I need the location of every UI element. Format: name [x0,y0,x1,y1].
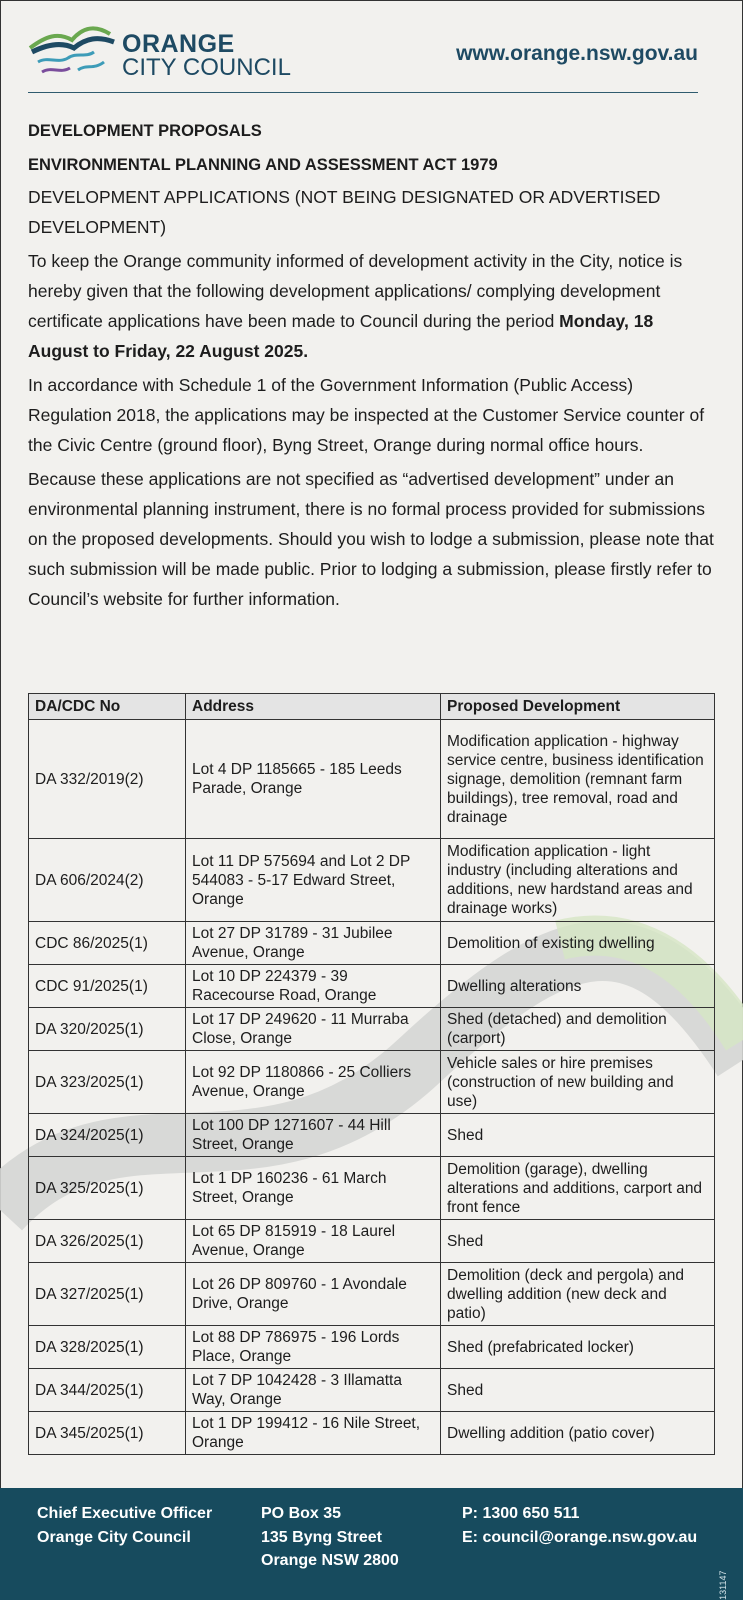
cell-development: Shed (prefabricated locker) [441,1326,715,1369]
cell-development: Shed [441,1220,715,1263]
notice-period: Monday, 18 August to Friday, 22 August 2025. [28,311,654,361]
cell-number: DA 345/2025(1) [29,1412,186,1455]
cell-number: DA 332/2019(2) [29,720,186,839]
cell-address: Lot 1 DP 160236 - 61 March Street, Orange [186,1157,441,1220]
cell-address: Lot 100 DP 1271607 - 44 Hill Street, Orange [186,1114,441,1157]
cell-development: Demolition (garage), dwelling alterations and additions, carport and front fence [441,1157,715,1220]
cell-address: Lot 92 DP 1180866 - 25 Colliers Avenue, Orange [186,1051,441,1114]
table-row [29,1114,715,1157]
table-row [29,965,715,1008]
footer-email[interactable]: E: council@orange.nsw.gov.au [462,1528,698,1546]
footer-contact [462,1502,697,1549]
footer-ceo-title: Chief Executive Officer [37,1505,213,1522]
cell-number: DA 320/2025(1) [29,1008,186,1051]
cell-development: Shed (detached) and demolition (carport) [441,1008,715,1051]
cell-address: Lot 1 DP 199412 - 16 Nile Street, Orange [186,1412,441,1455]
table-header-row [29,694,715,720]
cell-address: Lot 4 DP 1185665 - 185 Leeds Parade, Orange [186,720,441,839]
column-header-number: DA/CDC No [29,694,186,720]
council-logo[interactable] [28,18,298,82]
orange-city-council-logo-icon [28,18,118,82]
cell-development: Shed [441,1369,715,1412]
footer-organisation [37,1502,212,1549]
table-row [29,922,715,965]
table-row [29,1220,715,1263]
website-link[interactable]: www.orange.nsw.gov.au [456,42,698,65]
table-row [29,1008,715,1051]
cell-address: Lot 10 DP 224379 - 39 Racecourse Road, Orange [186,965,441,1008]
cell-development: Vehicle sales or hire premises (construction of new building and use) [441,1051,715,1114]
cell-number: DA 344/2025(1) [29,1369,186,1412]
table-row [29,720,715,839]
cell-number: DA 324/2025(1) [29,1114,186,1157]
footer-postal-address [261,1502,399,1573]
table-row [29,1263,715,1326]
table-row [29,1412,715,1455]
cell-address: Lot 65 DP 815919 - 18 Laurel Avenue, Orange [186,1220,441,1263]
header [28,14,698,93]
cell-number: DA 606/2024(2) [29,839,186,922]
cell-address: Lot 26 DP 809760 - 1 Avondale Drive, Orange [186,1263,441,1326]
cell-number: CDC 91/2025(1) [29,965,186,1008]
heading-development-proposals: DEVELOPMENT PROPOSALS [28,122,262,140]
column-header-address: Address [186,694,441,720]
cell-development: Demolition of existing dwelling [441,922,715,965]
cell-development: Dwelling alterations [441,965,715,1008]
paragraph-inspection: In accordance with Schedule 1 of the Government Information (Public Access) Regulation 2018, the applications may be inspected at the Customer Service counter of the Civic Centre (ground floor), Byng Street, Orange during normal office hours. [28,375,705,455]
footer-street: 135 Byng Street [261,1528,382,1546]
notice-body [28,116,716,618]
cell-number: DA 325/2025(1) [29,1157,186,1220]
heading-applications: DEVELOPMENT APPLICATIONS (NOT BEING DESIGNATED OR ADVERTISED DEVELOPMENT) [28,187,661,237]
table-row [29,1157,715,1220]
table-row [29,1051,715,1114]
cell-development: Modification application - highway service centre, business identification signage, demolition (remnant farm buildings), tree removal, road and drainage [441,720,715,839]
footer-suburb: Orange NSW 2800 [261,1552,399,1569]
footer-council-name: Orange City Council [37,1528,191,1546]
column-header-development: Proposed Development [441,694,715,720]
logo-text-line2: CITY COUNCIL [122,54,291,81]
cell-number: DA 328/2025(1) [29,1326,186,1369]
cell-development: Shed [441,1114,715,1157]
paragraph-notice [28,246,716,366]
table-row [29,1369,715,1412]
ad-reference-number: 131147 [717,1570,728,1600]
paragraph-notice-text: To keep the Orange community informed of development activity in the City, notice is hereby given that the following development applications/ complying development certificate applications have been made to Council during the period [28,251,683,331]
footer-phone[interactable]: P: 1300 650 511 [462,1505,580,1522]
development-applications-table [28,693,715,1455]
cell-development: Demolition (deck and pergola) and dwelling addition (new deck and patio) [441,1263,715,1326]
cell-address: Lot 11 DP 575694 and Lot 2 DP 544083 - 5-17 Edward Street, Orange [186,839,441,922]
cell-number: DA 323/2025(1) [29,1051,186,1114]
cell-address: Lot 7 DP 1042428 - 3 Illamatta Way, Orange [186,1369,441,1412]
table-row [29,1326,715,1369]
cell-number: DA 327/2025(1) [29,1263,186,1326]
footer-po-box: PO Box 35 [261,1505,342,1522]
cell-development: Modification application - light industry (including alterations and additions, new hardstand areas and drainage works) [441,839,715,922]
cell-development: Dwelling addition (patio cover) [441,1412,715,1455]
cell-number: CDC 86/2025(1) [29,922,186,965]
cell-address: Lot 17 DP 249620 - 11 Murraba Close, Orange [186,1008,441,1051]
heading-act: ENVIRONMENTAL PLANNING AND ASSESSMENT ACT 1979 [28,156,498,174]
cell-number: DA 326/2025(1) [29,1220,186,1263]
paragraph-submissions: Because these applications are not specified as “advertised development” under an environmental planning instrument, there is no formal process provided for submissions on the proposed developments. Should you wish to lodge a submission, please note that such submission will be made public. Prior to lodging a submission, please firstly refer to Council’s website for further information. [28,469,714,609]
logo-text-line1: ORANGE [122,30,235,58]
cell-address: Lot 27 DP 31789 - 31 Jubilee Avenue, Orange [186,922,441,965]
cell-address: Lot 88 DP 786975 - 196 Lords Place, Orange [186,1326,441,1369]
footer-contact-bar [0,1488,743,1600]
table-row [29,839,715,922]
